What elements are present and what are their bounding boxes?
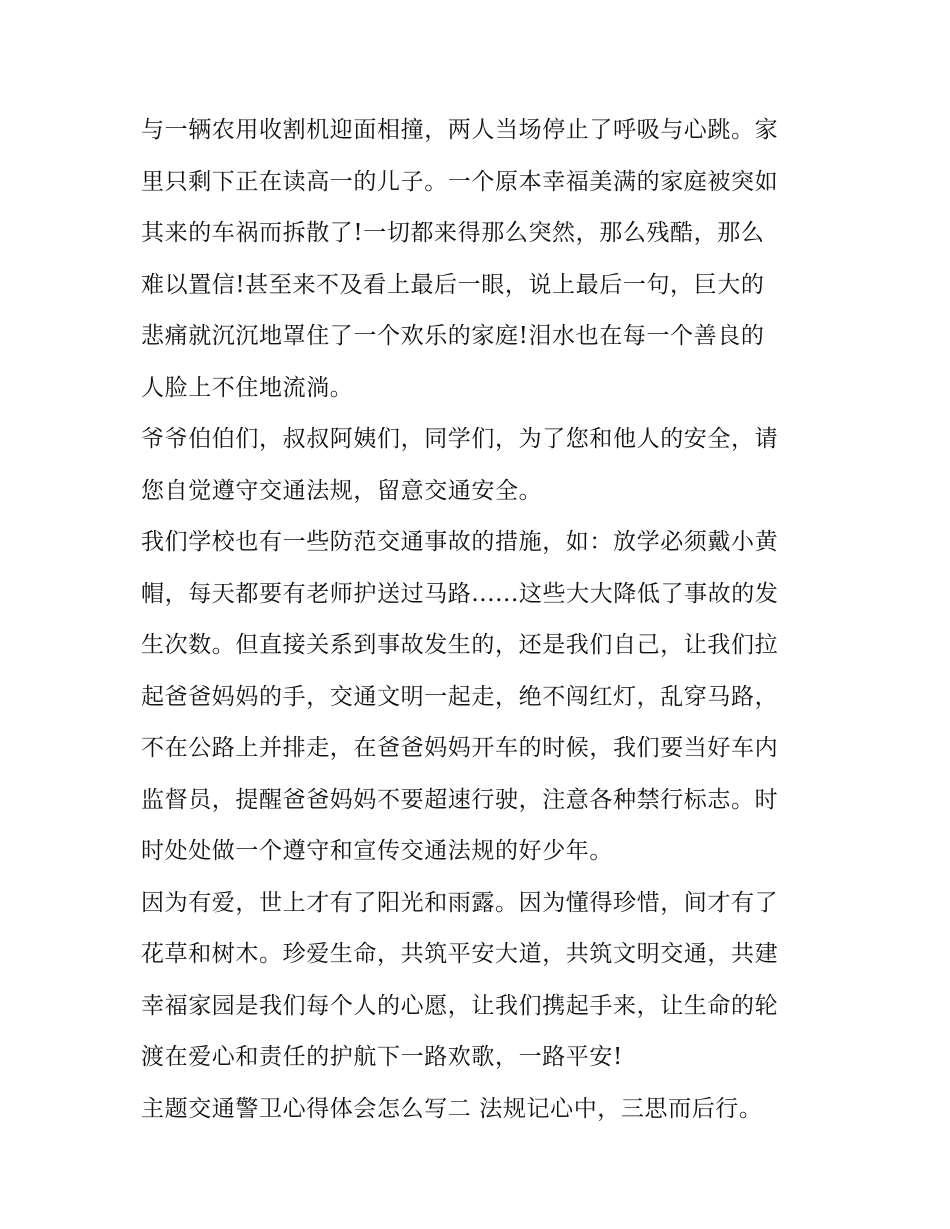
text-line: 其来的车祸而拆散了!一切都来得那么突然，那么残酷，那么 bbox=[141, 220, 765, 246]
text-line: 花草和树木。珍爱生命，共筑平安大道，共筑文明交通，共建 bbox=[141, 941, 779, 967]
text-line: 起爸爸妈妈的手，交通文明一起走，绝不闯红灯，乱穿马路， bbox=[141, 683, 779, 710]
text-line: 渡在爱心和责任的护航下一路欢歌，一路平安! bbox=[141, 1044, 623, 1070]
text-line: 人脸上不住地流淌。 bbox=[141, 374, 354, 401]
text-line: 爷爷伯伯们，叔叔阿姨们，同学们，为了您和他人的安全，请 bbox=[141, 426, 779, 452]
text-line: 悲痛就沉沉地罩住了一个欢乐的家庭!泪水也在每一个善良的 bbox=[141, 323, 765, 349]
text-line: 监督员，提醒爸爸妈妈不要超速行驶，注意各种禁行标志。时 bbox=[141, 786, 779, 813]
text-line: 与一辆农用收割机迎面相撞，两人当场停止了呼吸与心跳。家 bbox=[141, 117, 779, 143]
text-line: 里只剩下正在读高一的儿子。一个原本幸福美满的家庭被突如 bbox=[141, 168, 779, 195]
text-line: 幸福家园是我们每个人的心愿，让我们携起手来，让生命的轮 bbox=[141, 992, 779, 1019]
text-line: 难以置信!甚至来不及看上最后一眼，说上最后一句，巨大的 bbox=[141, 271, 765, 298]
text-line: 帽，每天都要有老师护送过马路......这些大大降低了事故的发 bbox=[141, 580, 779, 607]
text-line: 主题交通警卫心得体会怎么写二 法规记心中，三思而后行。 bbox=[141, 1095, 763, 1122]
text-line: 您自觉遵守交通法规，留意交通安全。 bbox=[141, 477, 543, 504]
text-line: 因为有爱，世上才有了阳光和雨露。因为懂得珍惜，间才有了 bbox=[141, 889, 779, 916]
document-body bbox=[141, 105, 813, 1135]
text-line: 时处处做一个遵守和宣传交通法规的好少年。 bbox=[141, 838, 613, 864]
text-line: 生次数。但直接关系到事故发生的，还是我们自己，让我们拉 bbox=[141, 632, 779, 658]
text-line: 我们学校也有一些防范交通事故的措施，如：放学必须戴小黄 bbox=[141, 529, 779, 555]
text-line: 不在公路上并排走，在爸爸妈妈开车的时候，我们要当好车内 bbox=[141, 735, 779, 761]
